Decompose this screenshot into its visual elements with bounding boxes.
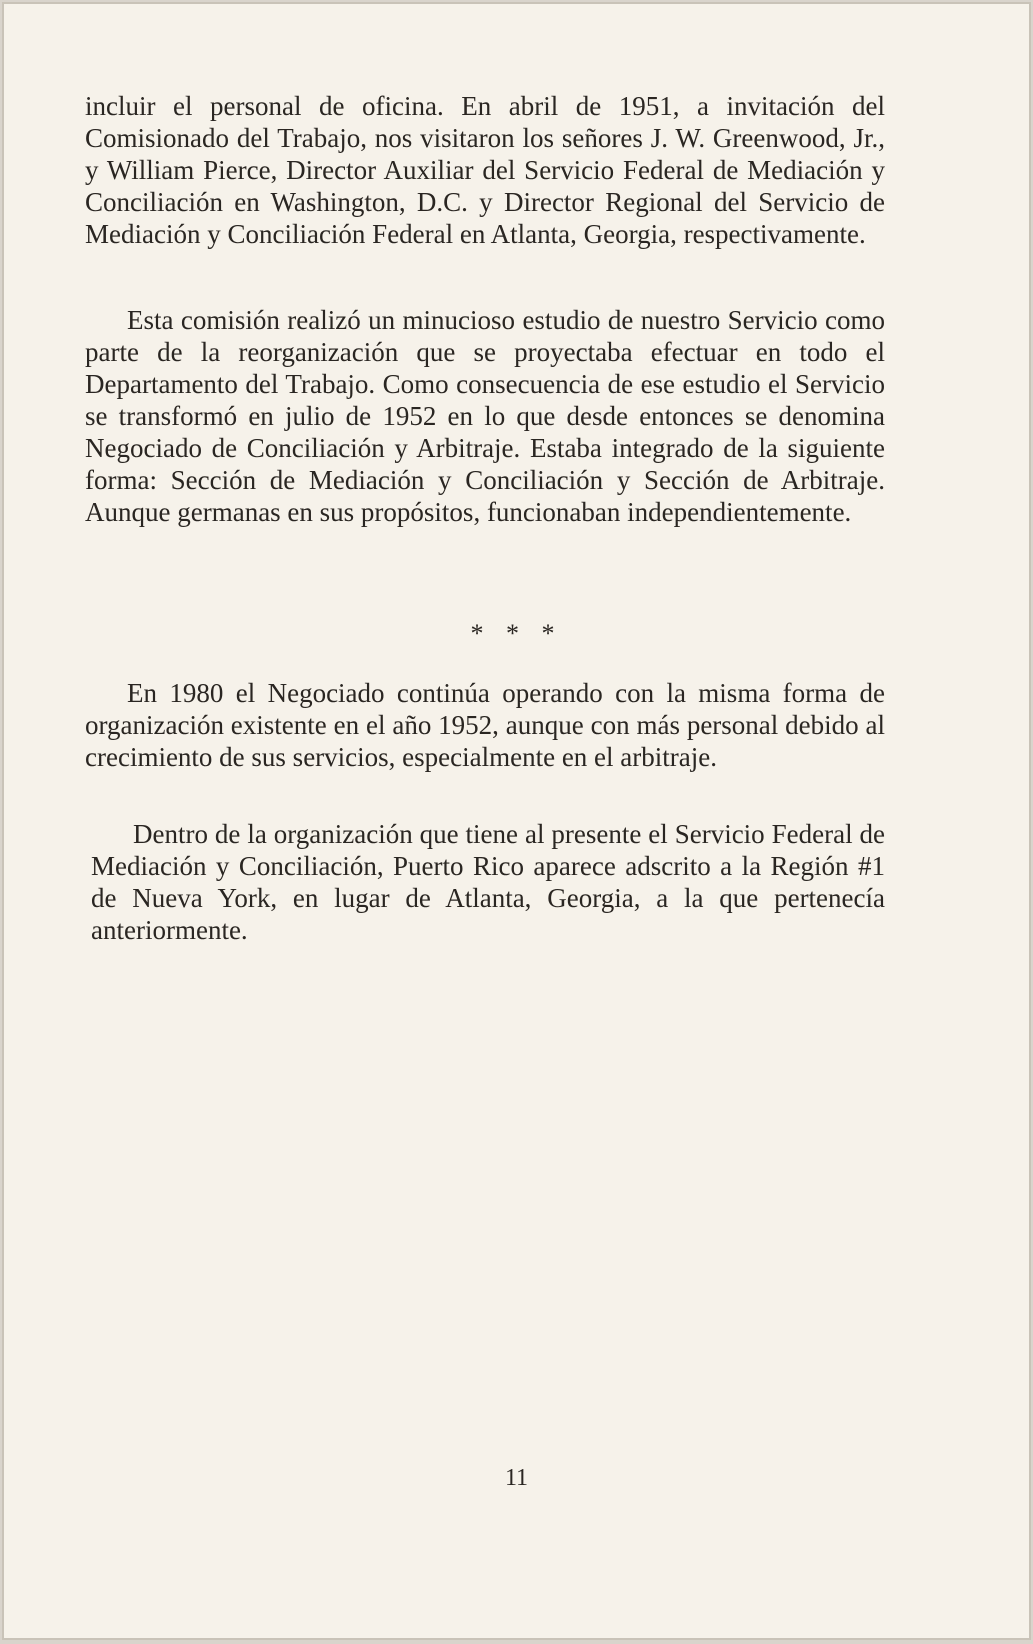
paragraph-text: En 1980 el Negociado continúa operando con la misma forma de organización existente en el año 1952, aunque con más personal debido al crecimiento de sus servicios, especialmente en el arbitraje. [85, 678, 885, 772]
document-page [2, 2, 1031, 1640]
paragraph-text: Dentro de la organización que tiene al presente el Servicio Federal de Mediación y Conciliación, Puerto Rico aparece adscrito a la Región #1 de Nueva York, en lugar de Atlanta, Georgia, a la que pertenecía anteriormente. [91, 819, 885, 945]
paragraph-text: incluir el personal de oficina. En abril de 1951, a invitación del Comisionado del Trabajo, nos visitaron los señores J. W. Greenwood, Jr., y William Pierce, Director Auxiliar del Servicio Federal de Mediación y Conciliación en Washington, D.C. y Director Regional del Servicio de Mediación y Conciliación Federal en Atlanta, Georgia, respectivamente. [85, 91, 885, 249]
paragraph-1980 [85, 677, 885, 773]
paragraph-text: Esta comisión realizó un minucioso estudio de nuestro Servicio como parte de la reorganización que se proyectaba efectuar en todo el Departamento del Trabajo. Como consecuencia de ese estudio el Servicio se transformó en julio de 1952 en lo que desde entonces se denomina Negociado de Conciliación y Arbitraje. Estaba integrado de la siguiente forma: Sección de Mediación y Conciliación y Sección de Arbitraje. Aunque germanas en sus propósitos, funcionaban independientemente. [85, 305, 885, 527]
paragraph-reorganization [85, 304, 885, 528]
paragraph-region [91, 818, 885, 946]
page-number: 11 [504, 1465, 529, 1491]
paragraph-continuation [85, 90, 885, 250]
section-separator: * * * [470, 619, 563, 648]
